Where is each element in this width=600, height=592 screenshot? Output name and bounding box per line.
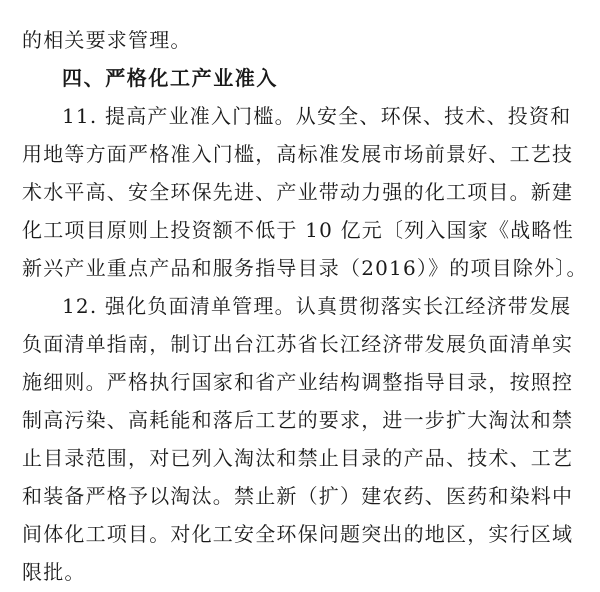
item-11-first-line: 11. 提高产业准入门槛。从安全、环保、技术、投资和: [62, 104, 572, 128]
section-heading: 四、严格化工产业准入: [62, 66, 278, 90]
item-12-first-line: 12. 强化负面清单管理。认真贯彻落实长江经济带发展: [62, 294, 572, 318]
body-text-line: 新兴产业重点产品和服务指导目录（2016）》的项目除外〕。: [22, 256, 588, 280]
body-text-line: 止目录范围，对已列入淘汰和禁止目录的产品、技术、工艺: [22, 446, 574, 470]
body-text-line: 限批。: [22, 560, 86, 584]
body-text-line: 的相关要求管理。: [22, 28, 192, 52]
body-text-line: 制高污染、高耗能和落后工艺的要求，进一步扩大淘汰和禁: [22, 408, 574, 432]
body-text-line: 施细则。严格执行国家和省产业结构调整指导目录，按照控: [22, 370, 574, 394]
body-text-line: 负面清单指南，制订出台江苏省长江经济带发展负面清单实: [22, 332, 574, 356]
body-text-line: 间体化工项目。对化工安全环保问题突出的地区，实行区域: [22, 522, 574, 546]
body-text-line: 和装备严格予以淘汰。禁止新（扩）建农药、医药和染料中: [22, 484, 574, 508]
body-text-line: 术水平高、安全环保先进、产业带动力强的化工项目。新建: [22, 180, 574, 204]
body-text-line: 用地等方面严格准入门槛，高标准发展市场前景好、工艺技: [22, 142, 574, 166]
body-text-line: 化工项目原则上投资额不低于 10 亿元〔列入国家《战略性: [22, 218, 574, 242]
